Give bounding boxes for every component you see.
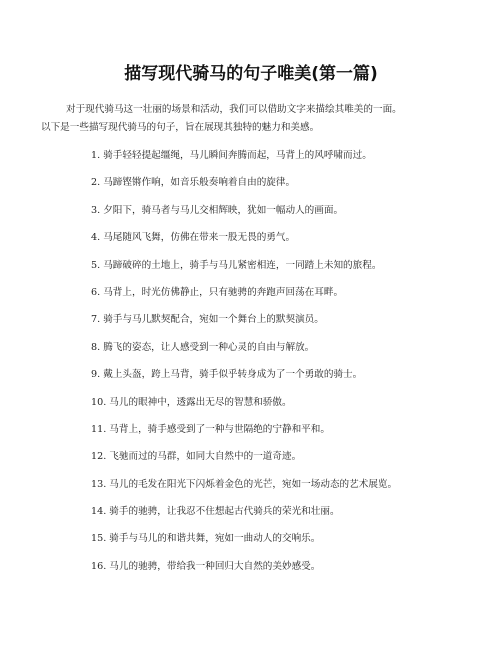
list-item: 12. 飞驰而过的马群，如同大自然中的一道奇迹。 bbox=[91, 451, 302, 463]
sentence-list bbox=[91, 149, 471, 587]
list-item: 11. 马背上，骑手感受到了一种与世隔绝的宁静和平和。 bbox=[91, 423, 330, 435]
list-item: 4. 马尾随风飞舞，仿佛在带来一股无畏的勇气。 bbox=[91, 232, 296, 244]
intro-paragraph bbox=[41, 101, 461, 137]
list-item: 14. 骑手的驰骋，让我忍不住想起古代骑兵的荣光和壮丽。 bbox=[91, 506, 340, 518]
intro-line: 以下是一些描写现代骑马的句子，旨在展现其独特的魅力和美感。 bbox=[41, 122, 320, 133]
list-item: 10. 马儿的眼神中，透露出无尽的智慧和骄傲。 bbox=[91, 396, 292, 408]
list-item: 9. 戴上头盔，跨上马背，骑手似乎转身成为了一个勇敢的骑士。 bbox=[91, 369, 363, 381]
intro-line: 对于现代骑马这一壮丽的场景和活动，我们可以借助文字来描绘其唯美的一面。 bbox=[66, 104, 402, 115]
list-item: 6. 马背上，时光仿佛静止，只有驰骋的奔跑声回荡在耳畔。 bbox=[91, 286, 344, 298]
list-item: 5. 马蹄破碎的土地上，骑手与马儿紧密相连，一同踏上未知的旅程。 bbox=[91, 259, 382, 271]
list-item: 13. 马儿的毛发在阳光下闪烁着金色的光芒，宛如一场动态的艺术展览。 bbox=[91, 478, 398, 490]
list-item: 15. 骑手与马儿的和谐共舞，宛如一曲动人的交响乐。 bbox=[91, 533, 321, 545]
list-item: 16. 马儿的驰骋，带给我一种回归大自然的美妙感受。 bbox=[91, 560, 321, 572]
list-item: 7. 骑手与马儿默契配合，宛如一个舞台上的默契演员。 bbox=[91, 314, 324, 326]
list-item: 8. 腾飞的姿态，让人感受到一种心灵的自由与解放。 bbox=[91, 341, 315, 353]
list-item: 1. 骑手轻轻提起缰绳，马儿瞬间奔腾而起，马背上的风呼啸而过。 bbox=[91, 150, 372, 161]
document-title: 描写现代骑马的句子唯美(第一篇) bbox=[124, 64, 378, 84]
list-item: 3. 夕阳下，骑马者与马儿交相辉映，犹如一幅动人的画面。 bbox=[91, 204, 344, 216]
list-item: 2. 马蹄铿锵作响，如音乐般奏响着自由的旋律。 bbox=[91, 177, 296, 189]
